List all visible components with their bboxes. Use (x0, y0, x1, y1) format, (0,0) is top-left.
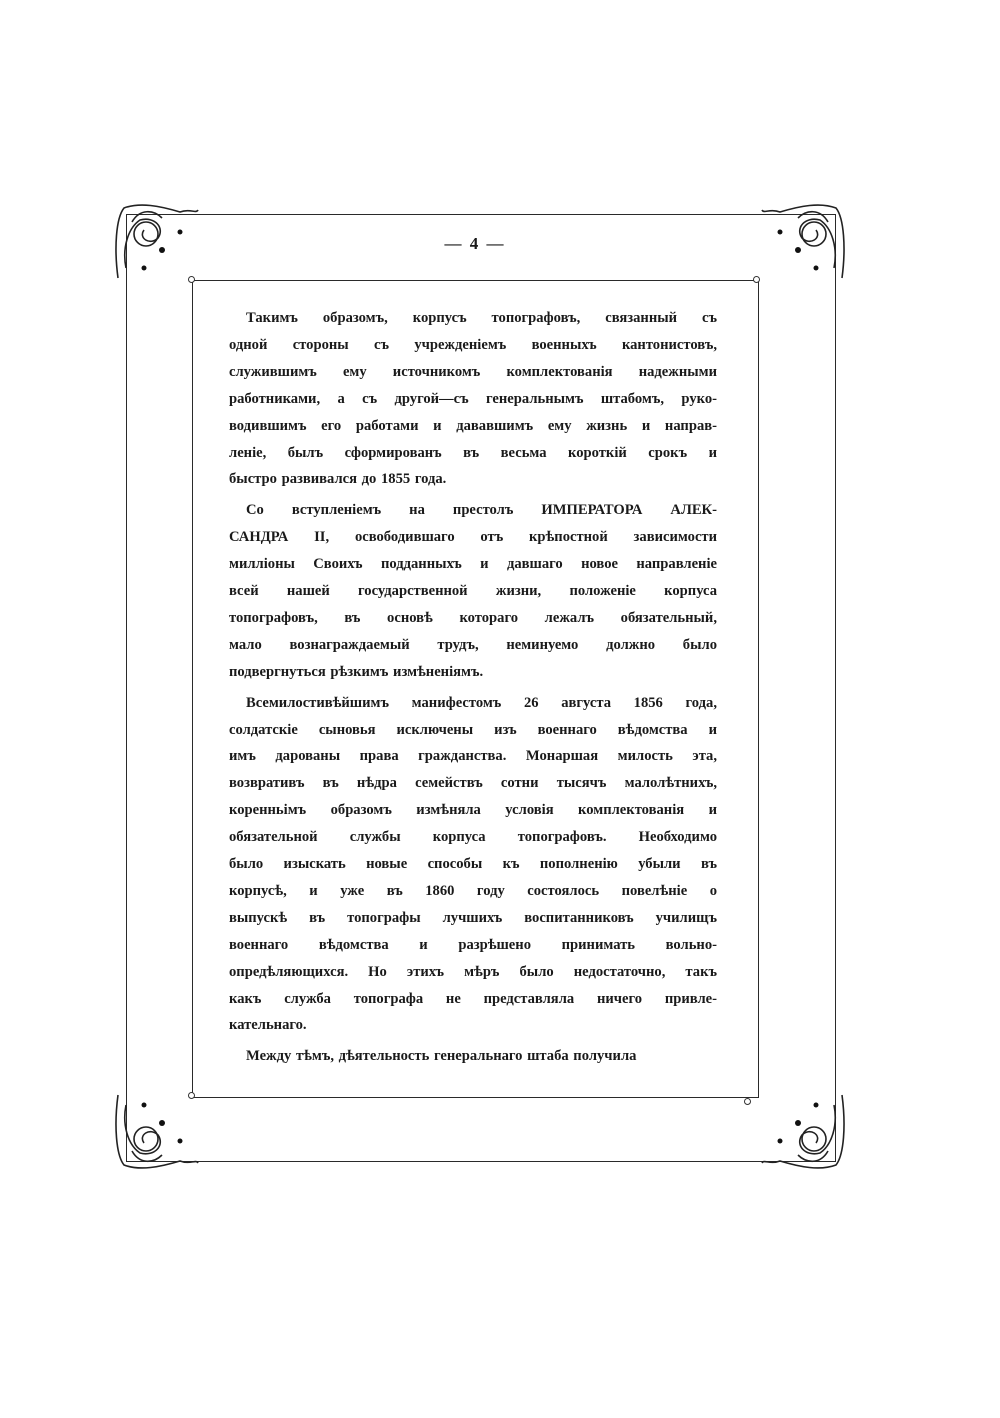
text-line: было изыскать новые способы къ пополненію убыли въ (229, 856, 717, 872)
text-line: работниками, а съ другой—съ генеральнымъ штабомъ, руко- (229, 390, 717, 407)
text-line: выпускѣ въ топографы лучшихъ воспитанниковъ училищъ (229, 909, 717, 926)
text-line: топографовъ, въ основѣ котораго лежалъ обязательный, (229, 609, 717, 626)
text-line: быстро развивался до 1855 года. (229, 471, 447, 488)
text-line: имъ дарованы права гражданства. Монаршая милость эта, (229, 748, 717, 765)
text-line: обязательной службы корпуса топографовъ. Необходимо (229, 829, 717, 846)
corner-ornament-bottom-left (110, 1085, 200, 1175)
text-line: всей нашей государственной жизни, положеніе корпуса (229, 583, 717, 599)
corner-ornament-bottom-right (760, 1085, 850, 1175)
text-line: милліоны Своихъ подданныхъ и давшаго новое направленіе (229, 556, 717, 573)
text-line: мало вознаграждаемый трудъ, неминуемо должно было (229, 636, 717, 653)
text-line: подвергнуться рѣзкимъ измѣненіямъ. (229, 663, 484, 680)
page-number: — 4 — (444, 234, 506, 253)
text-line: служившимъ ему источникомъ комплектованія надежными (229, 363, 717, 380)
text-line: кательнаго. (229, 1017, 307, 1034)
frame-corner-dot (744, 1098, 751, 1105)
text-line: Всемилостивѣйшимъ манифестомъ 26 августа 1856 года, (246, 694, 717, 711)
text-line: водившимъ его работами и дававшимъ ему жизнь и направ- (229, 417, 717, 434)
text-line: опредѣляющихся. Но этихъ мѣръ было недостаточно, такъ (229, 963, 717, 980)
text-line: возвративъ въ нѣдра семействъ сотни тысячъ малолѣтнихъ, (229, 775, 717, 792)
text-line: коренньімъ образомъ измѣняла условія комплектованія и (229, 802, 717, 819)
text-line: Со вступленіемъ на престолъ ИМПЕРАТОРА АЛЕК- (246, 502, 717, 519)
text-line: САНДРА II, освободившаго отъ крѣпостной зависимости (229, 529, 717, 546)
text-line: Такимъ образомъ, корпусъ топографовъ, связанный съ (246, 310, 717, 326)
text-line: леніе, былъ сформированъ въ весьма короткій срокъ и (229, 444, 717, 461)
text-line: корпусѣ, и уже въ 1860 году состоялось повелѣніе о (229, 882, 717, 899)
text-line: Между тѣмъ, дѣятельность генеральнаго штаба получила (246, 1048, 637, 1065)
text-line: солдатскіе сыновья исключены изъ военнаго вѣдомства и (229, 721, 717, 738)
text-line: военнаго вѣдомства и разрѣшено принимать вольно- (229, 936, 717, 953)
text-line: какъ служба топографа не представляла ничего привле- (229, 990, 717, 1007)
frame-corner-dot (753, 276, 760, 283)
text-line: одной стороны съ учрежденіемъ военныхъ кантонистовъ, (229, 336, 717, 353)
